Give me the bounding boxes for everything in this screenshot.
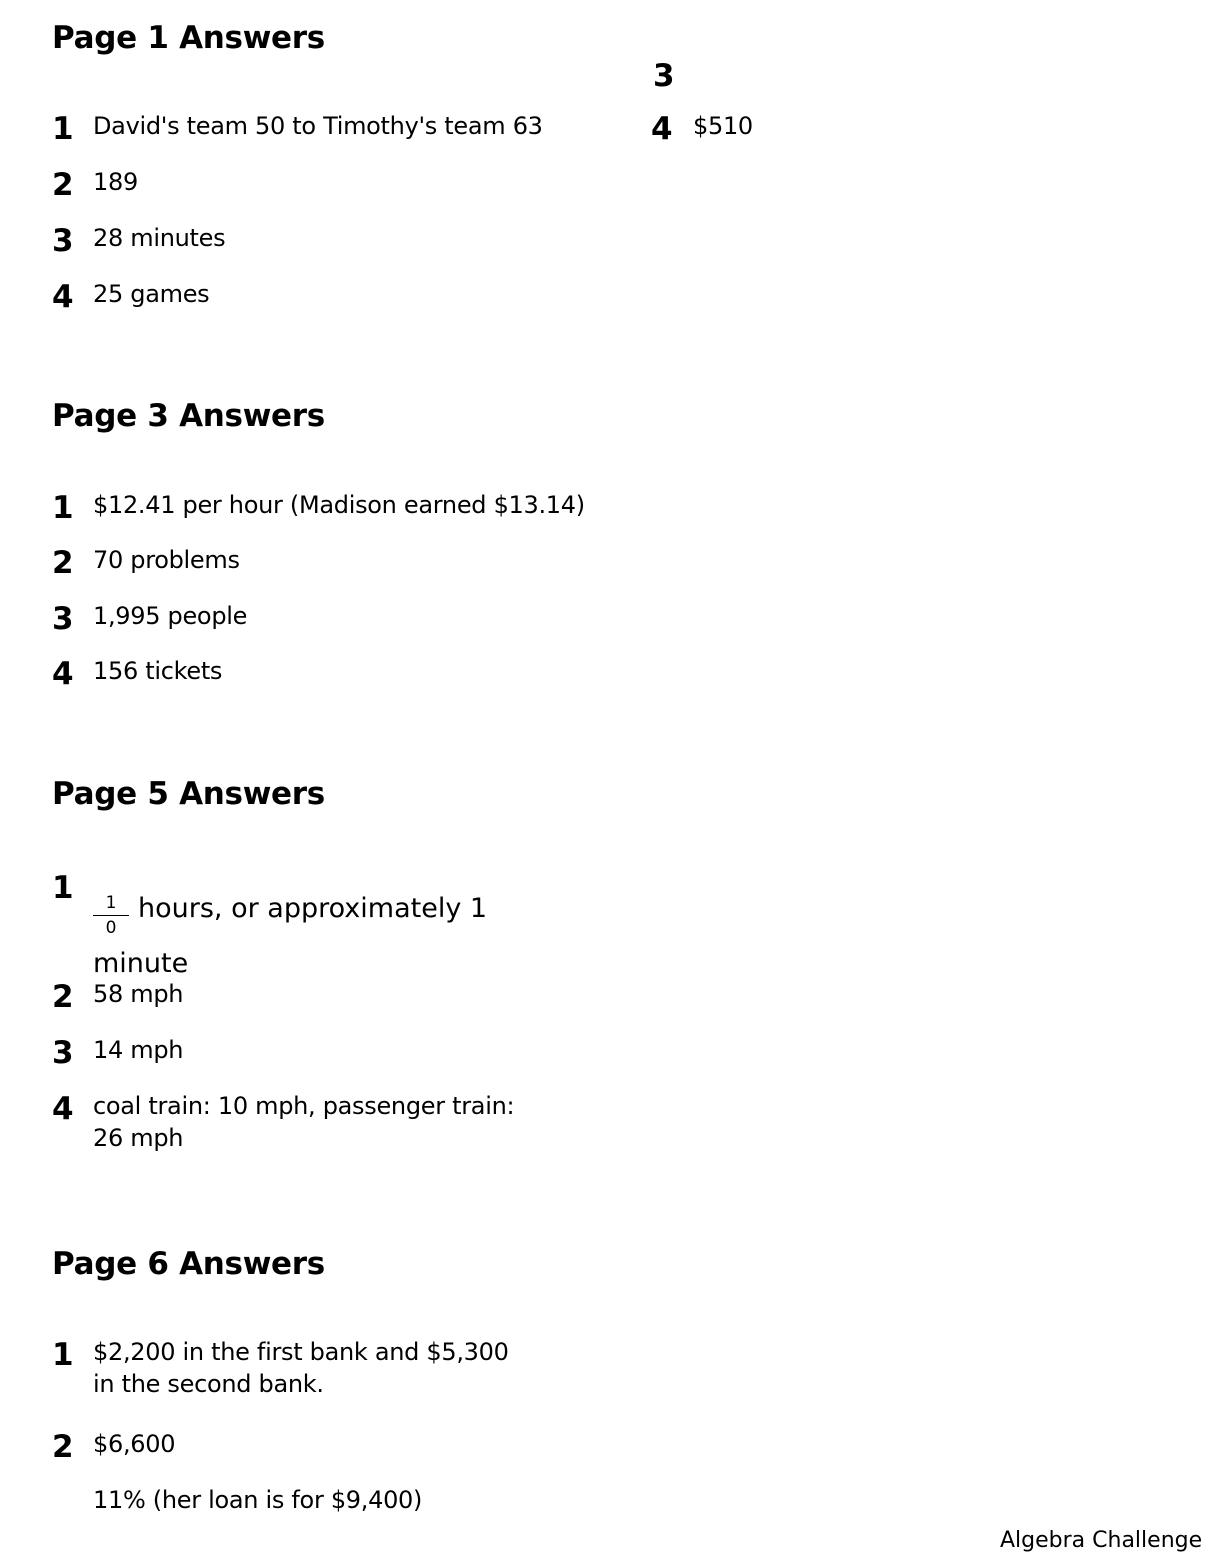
section-title-page-6: Page 6 Answers (52, 1246, 325, 1282)
answer-text: 1,995 people (93, 602, 248, 630)
answer-text: 156 tickets (93, 657, 223, 685)
answer-text: 28 minutes (93, 224, 226, 252)
section-title-page-5: Page 5 Answers (52, 776, 325, 812)
answer-text: 14 mph (93, 1036, 184, 1064)
answer-number: 3 (653, 58, 675, 94)
fraction-bar (93, 915, 129, 916)
answer-text: 11% (her loan is for $9,400) (93, 1486, 423, 1514)
fraction-denominator: 0 (105, 918, 117, 938)
answer-text-continued: minute (93, 948, 189, 979)
answer-number: 4 (52, 279, 74, 315)
fraction-numerator: 1 (105, 893, 117, 913)
answer-number: 2 (52, 979, 74, 1015)
footer-title: Algebra Challenge (1000, 1528, 1203, 1553)
answer-number: 3 (52, 601, 74, 637)
answer-number: 2 (52, 545, 74, 581)
answer-text: 25 games (93, 280, 210, 308)
answer-text: 58 mph (93, 980, 184, 1008)
answer-text: coal train: 10 mph, passenger train: 26 mph (93, 1092, 515, 1152)
answer-number: 3 (52, 1485, 74, 1521)
answer-number: 4 (52, 1091, 74, 1127)
answer-text: David's team 50 to Timothy's team 63 (93, 112, 543, 140)
answer-number: 2 (52, 167, 74, 203)
fraction (93, 893, 129, 938)
answer-text: $6,600 (93, 1430, 176, 1458)
answer-number: 1 (52, 111, 74, 147)
answer-text: $2,200 in the first bank and $5,300 in the second bank. (93, 1338, 509, 1398)
answer-number: 4 (651, 111, 673, 147)
answer-number: 3 (52, 1035, 74, 1071)
answer-number: 1 (52, 490, 74, 526)
answer-text: $12.41 per hour (Madison earned $13.14) (93, 491, 585, 519)
section-title-page-3: Page 3 Answers (52, 398, 325, 434)
answer-text: hours, or approximately 1 (138, 893, 488, 924)
section-title-page-1: Page 1 Answers (52, 20, 325, 56)
answer-number: 1 (52, 1337, 74, 1373)
answer-text: $510 (693, 112, 753, 140)
answer-number: 1 (52, 870, 74, 906)
answer-text: 70 problems (93, 546, 240, 574)
answer-number: 2 (52, 1429, 74, 1465)
answer-text: 189 (93, 168, 138, 196)
answer-number: 4 (52, 656, 74, 692)
answer-number: 3 (52, 223, 74, 259)
